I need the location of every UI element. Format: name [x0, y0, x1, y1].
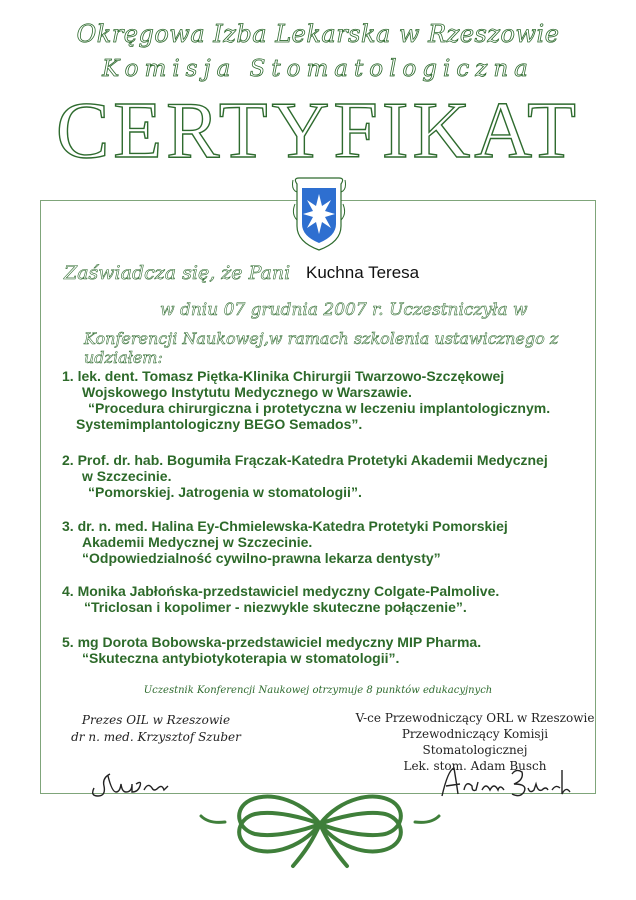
- right-signatory-role-2: Przewodniczący Komisji Stomatologicznej: [401, 727, 549, 757]
- lecture-title: “Odpowiedzialność cywilno-prawna lekarza dentysty”: [82, 550, 441, 566]
- speaker-line: Akademii Medycznej w Szczecinie.: [82, 534, 313, 550]
- left-signature: [88, 762, 178, 804]
- speaker-line: 1. lek. dent. Tomasz Piętka-Klinika Chirurgii Twarzowo-Szczękowej: [62, 368, 505, 384]
- speaker-line: w Szczecinie.: [82, 468, 172, 484]
- lecture-item-5: [62, 634, 481, 666]
- left-signatory-name: dr n. med. Krzysztof Szuber: [71, 730, 241, 744]
- right-signature: [436, 760, 576, 804]
- lecture-title: “Procedura chirurgiczna i protetyczna w leczeniu implantologicznym.: [88, 400, 551, 416]
- attendance-date-line: w dniu 07 grudnia 2007 r. Uczestniczyła w: [160, 300, 528, 320]
- speaker-line: 5. mg Dorota Bobowska-przedstawiciel medyczny MIP Pharma.: [62, 634, 482, 650]
- lecture-title: “Pomorskiej. Jatrogenia w stomatologii”.: [88, 484, 362, 500]
- lecture-title: Systemimplantologiczny BEGO Semados”.: [76, 416, 363, 432]
- left-signatory-role: Prezes OIL w Rzeszowie: [81, 713, 231, 727]
- speaker-line: 3. dr. n. med. Halina Ey-Chmielewska-Katedra Protetyki Pomorskiej: [62, 518, 508, 534]
- lecture-item-3: [62, 518, 508, 566]
- coat-of-arms-icon: [291, 176, 347, 252]
- lecture-item-2: [62, 452, 548, 500]
- certificate-title: CERTYFIKAT: [55, 87, 581, 175]
- lecture-title: “Triclosan i kopolimer - niezwykle skuteczne połączenie”.: [84, 599, 467, 615]
- education-points-note: Uczestnik Konferencji Naukowej otrzymuje 8 punktów edukacyjnych: [143, 685, 493, 696]
- attestation-intro: Zaświadcza się, że Pani: [64, 262, 291, 284]
- speaker-line: Wojskowego Instytutu Medycznego w Warszawie.: [82, 384, 412, 400]
- speaker-line: 2. Prof. dr. hab. Bogumiła Frączak-Katedra Protetyki Akademii Medycznej: [62, 452, 548, 468]
- commission-name: Komisja Stomatologiczna: [102, 56, 534, 82]
- lecture-item-1: [62, 368, 550, 432]
- decorative-flourish: [195, 780, 445, 880]
- speaker-line: 4. Monika Jabłońska-przedstawiciel medyczny Colgate-Palmolive.: [62, 583, 500, 599]
- lecture-title: “Skuteczna antybiotykoterapia w stomatologii”.: [82, 650, 400, 666]
- right-signatory-role: V-ce Przewodniczący ORL w Rzeszowie: [355, 711, 595, 725]
- right-signatory-name: Lek. stom. Adam Busch: [403, 759, 547, 773]
- lecture-item-4: [62, 583, 499, 615]
- conference-line: Konferencji Naukowej,w ramach szkolenia ustawicznego z udziałem:: [84, 329, 559, 367]
- left-signatory: [56, 712, 256, 746]
- participant-name: Kuchna Teresa: [306, 263, 420, 282]
- chamber-name: Okręgowa Izba Lekarska w Rzeszowie: [76, 20, 560, 48]
